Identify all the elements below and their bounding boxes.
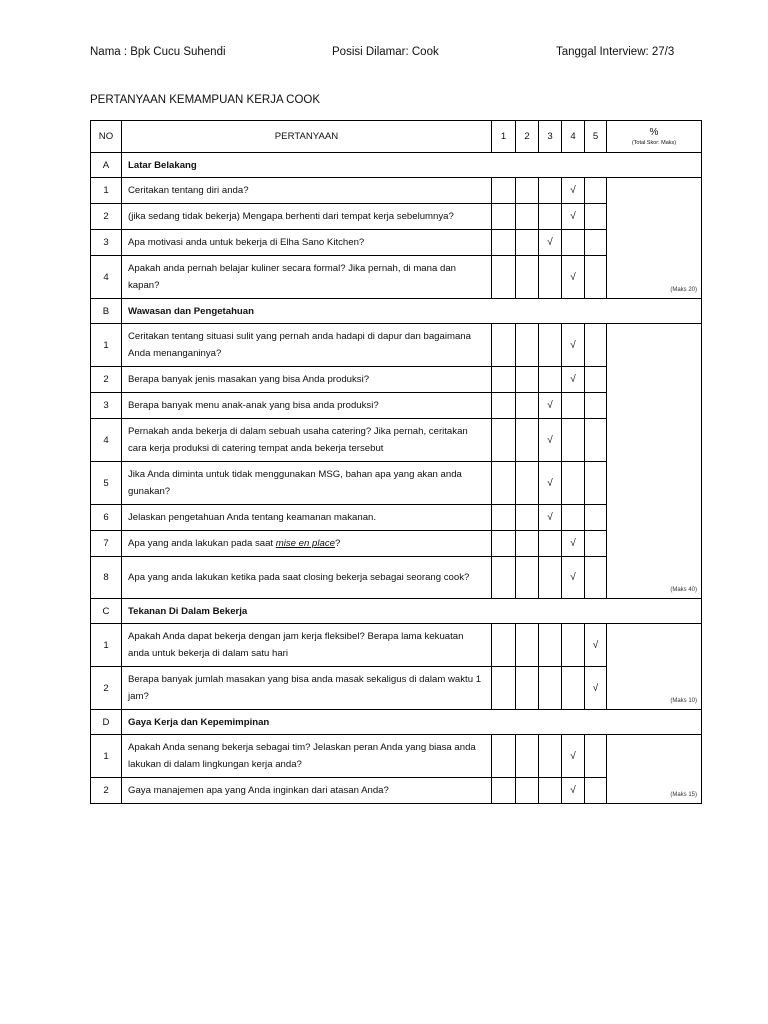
question-text: (jika sedang tidak bekerja) Mengapa berhenti dari tempat kerja sebelumnya? [122, 204, 492, 230]
score-cell-1 [492, 667, 516, 710]
question-number: 2 [91, 204, 122, 230]
section-name: Tekanan Di Dalam Bekerja [122, 599, 702, 624]
check-mark: √ [570, 374, 576, 385]
question-number: 4 [91, 419, 122, 462]
question-number: 2 [91, 367, 122, 393]
section-max-label: (Maks 10) [670, 698, 697, 704]
score-cell-3 [539, 178, 562, 204]
table-row [91, 624, 702, 667]
score-cell-4 [562, 256, 585, 299]
candidate-name: Nama : Bpk Cucu Suhendi [90, 46, 226, 58]
section-code: D [91, 710, 122, 735]
score-cell-2 [516, 735, 539, 778]
score-cell-3 [539, 505, 562, 531]
question-text: Gaya manajemen apa yang Anda inginkan dari atasan Anda? [122, 778, 492, 804]
section-row [91, 153, 702, 178]
check-mark: √ [547, 512, 553, 523]
score-cell-2 [516, 624, 539, 667]
score-cell-4 [562, 230, 585, 256]
score-cell-4 [562, 624, 585, 667]
check-mark: √ [547, 477, 553, 489]
score-cell-2 [516, 667, 539, 710]
question-number: 4 [91, 256, 122, 299]
score-cell-2 [516, 419, 539, 462]
question-number: 2 [91, 778, 122, 804]
score-cell-3 [539, 735, 562, 778]
section-row [91, 710, 702, 735]
question-text: Jelaskan pengetahuan Anda tentang keamanan makanan. [122, 505, 492, 531]
score-cell-1 [492, 419, 516, 462]
section-max-label: (Maks 40) [670, 587, 697, 593]
header-score-3: 3 [539, 121, 562, 153]
score-cell-3 [539, 393, 562, 419]
question-text: Apa yang anda lakukan ketika pada saat closing bekerja sebagai seorang cook? [122, 557, 492, 599]
question-text-part: Apa yang anda lakukan pada saat [128, 538, 274, 549]
score-cell-1 [492, 367, 516, 393]
score-cell-3 [539, 204, 562, 230]
check-mark: √ [570, 271, 576, 283]
question-text: Apa motivasi anda untuk bekerja di Elha Sano Kitchen? [122, 230, 492, 256]
score-cell-1 [492, 256, 516, 299]
score-cell-5 [585, 324, 607, 367]
interview-date: Tanggal Interview: 27/3 [556, 46, 675, 58]
question-number: 3 [91, 230, 122, 256]
header-score-5: 5 [585, 121, 607, 153]
score-cell-3 [539, 256, 562, 299]
question-text: Ceritakan tentang diri anda? [122, 178, 492, 204]
header-percent-label: % [649, 126, 659, 138]
score-cell-2 [516, 462, 539, 505]
score-cell-4 [562, 557, 585, 599]
score-cell-4 [562, 531, 585, 557]
question-number: 1 [91, 324, 122, 367]
score-cell-4 [562, 462, 585, 505]
check-mark: √ [592, 639, 599, 651]
score-cell-3 [539, 778, 562, 804]
section-max-label: (Maks 15) [670, 792, 697, 798]
section-name: Latar Belakang [122, 153, 702, 178]
score-cell-3 [539, 367, 562, 393]
score-cell-1 [492, 393, 516, 419]
check-mark: √ [570, 339, 576, 351]
score-cell-5 [585, 178, 607, 204]
score-cell-5 [585, 419, 607, 462]
score-cell-4 [562, 324, 585, 367]
question-text [122, 531, 492, 557]
score-cell-5 [585, 624, 607, 667]
score-cell-2 [516, 324, 539, 367]
table-row [91, 735, 702, 778]
score-cell-3 [539, 667, 562, 710]
score-cell-5 [585, 505, 607, 531]
document-title: PERTANYAAN KEMAMPUAN KERJA COOK [90, 94, 321, 106]
table-header-row [91, 121, 702, 153]
check-mark: √ [547, 400, 553, 411]
check-mark: √ [570, 211, 576, 222]
table-row [91, 324, 702, 367]
score-cell-5 [585, 735, 607, 778]
question-text: Berapa banyak jenis masakan yang bisa Anda produksi? [122, 367, 492, 393]
score-cell-3 [539, 419, 562, 462]
question-number: 1 [91, 624, 122, 667]
score-cell-2 [516, 505, 539, 531]
score-cell-2 [516, 256, 539, 299]
score-cell-2 [516, 778, 539, 804]
score-cell-2 [516, 230, 539, 256]
question-number: 3 [91, 393, 122, 419]
question-number: 7 [91, 531, 122, 557]
section-percent-cell [607, 735, 702, 804]
score-cell-5 [585, 462, 607, 505]
header-score-4: 4 [562, 121, 585, 153]
question-emphasis: mise en place [275, 538, 335, 549]
question-text: Apakah Anda senang bekerja sebagai tim? Jelaskan peran Anda yang biasa anda lakukan di dalam lingkungan kerja anda? [122, 735, 492, 778]
score-cell-5 [585, 204, 607, 230]
score-cell-1 [492, 557, 516, 599]
score-cell-3 [539, 230, 562, 256]
score-cell-1 [492, 735, 516, 778]
header-percent [607, 121, 702, 153]
score-cell-2 [516, 557, 539, 599]
section-code: B [91, 299, 122, 324]
section-row [91, 599, 702, 624]
score-cell-4 [562, 735, 585, 778]
table-body [91, 153, 702, 804]
question-text: Ceritakan tentang situasi sulit yang pernah anda hadapi di dapur dan bagaimana Anda menanganinya? [122, 324, 492, 367]
score-cell-1 [492, 505, 516, 531]
header-percent-sub: (Total Skor: Maks) [631, 139, 677, 146]
score-cell-2 [516, 367, 539, 393]
score-cell-2 [516, 178, 539, 204]
score-cell-2 [516, 204, 539, 230]
question-number: 2 [91, 667, 122, 710]
score-cell-4 [562, 393, 585, 419]
score-cell-5 [585, 557, 607, 599]
question-number: 8 [91, 557, 122, 599]
score-cell-2 [516, 531, 539, 557]
score-cell-1 [492, 624, 516, 667]
section-name: Gaya Kerja dan Kepemimpinan [122, 710, 702, 735]
check-mark: √ [570, 185, 576, 196]
question-text: Berapa banyak jumlah masakan yang bisa anda masak sekaligus di dalam waktu 1 jam? [122, 667, 492, 710]
section-percent-cell [607, 178, 702, 299]
score-cell-5 [585, 531, 607, 557]
question-text: Berapa banyak menu anak-anak yang bisa anda produksi? [122, 393, 492, 419]
section-code: A [91, 153, 122, 178]
section-percent-cell [607, 624, 702, 710]
score-cell-4 [562, 419, 585, 462]
question-text-tail: ? [334, 538, 341, 549]
section-row [91, 299, 702, 324]
question-number: 1 [91, 178, 122, 204]
header-question: PERTANYAAN [122, 121, 492, 153]
score-cell-3 [539, 462, 562, 505]
score-cell-3 [539, 531, 562, 557]
score-cell-4 [562, 204, 585, 230]
question-table [90, 120, 702, 804]
score-cell-4 [562, 505, 585, 531]
check-mark: √ [547, 237, 553, 248]
check-mark: √ [547, 434, 553, 446]
score-cell-1 [492, 531, 516, 557]
score-cell-1 [492, 462, 516, 505]
check-mark: √ [570, 538, 576, 549]
score-cell-3 [539, 624, 562, 667]
score-cell-5 [585, 367, 607, 393]
question-number: 6 [91, 505, 122, 531]
score-cell-5 [585, 778, 607, 804]
score-cell-5 [585, 230, 607, 256]
question-text: Jika Anda diminta untuk tidak menggunakan MSG, bahan apa yang akan anda gunakan? [122, 462, 492, 505]
check-mark: √ [570, 572, 576, 583]
question-number: 1 [91, 735, 122, 778]
section-code: C [91, 599, 122, 624]
score-cell-1 [492, 778, 516, 804]
score-cell-5 [585, 393, 607, 419]
section-name: Wawasan dan Pengetahuan [122, 299, 702, 324]
section-max-label: (Maks 20) [670, 287, 697, 293]
check-mark: √ [570, 785, 576, 796]
score-cell-4 [562, 367, 585, 393]
question-text: Apakah anda pernah belajar kuliner secara formal? Jika pernah, di mana dan kapan? [122, 256, 492, 299]
check-mark: √ [592, 682, 599, 694]
score-cell-1 [492, 178, 516, 204]
position-applied: Posisi Dilamar: Cook [332, 46, 439, 58]
score-cell-5 [585, 667, 607, 710]
table-row [91, 178, 702, 204]
score-cell-2 [516, 393, 539, 419]
question-text: Apakah Anda dapat bekerja dengan jam kerja fleksibel? Berapa lama kekuatan anda untuk bekerja di dalam satu hari [122, 624, 492, 667]
header-score-1: 1 [492, 121, 516, 153]
section-percent-cell [607, 324, 702, 599]
question-text: Pernakah anda bekerja di dalam sebuah usaha catering? Jika pernah, ceritakan cara kerja produksi di catering tempat anda bekerja tersebut [122, 419, 492, 462]
header-score-2: 2 [516, 121, 539, 153]
question-number: 5 [91, 462, 122, 505]
score-cell-3 [539, 557, 562, 599]
score-cell-4 [562, 178, 585, 204]
check-mark: √ [570, 750, 576, 762]
score-cell-1 [492, 204, 516, 230]
score-cell-1 [492, 230, 516, 256]
score-cell-4 [562, 778, 585, 804]
score-cell-1 [492, 324, 516, 367]
score-cell-5 [585, 256, 607, 299]
header-no: NO [91, 121, 122, 153]
score-cell-3 [539, 324, 562, 367]
score-cell-4 [562, 667, 585, 710]
